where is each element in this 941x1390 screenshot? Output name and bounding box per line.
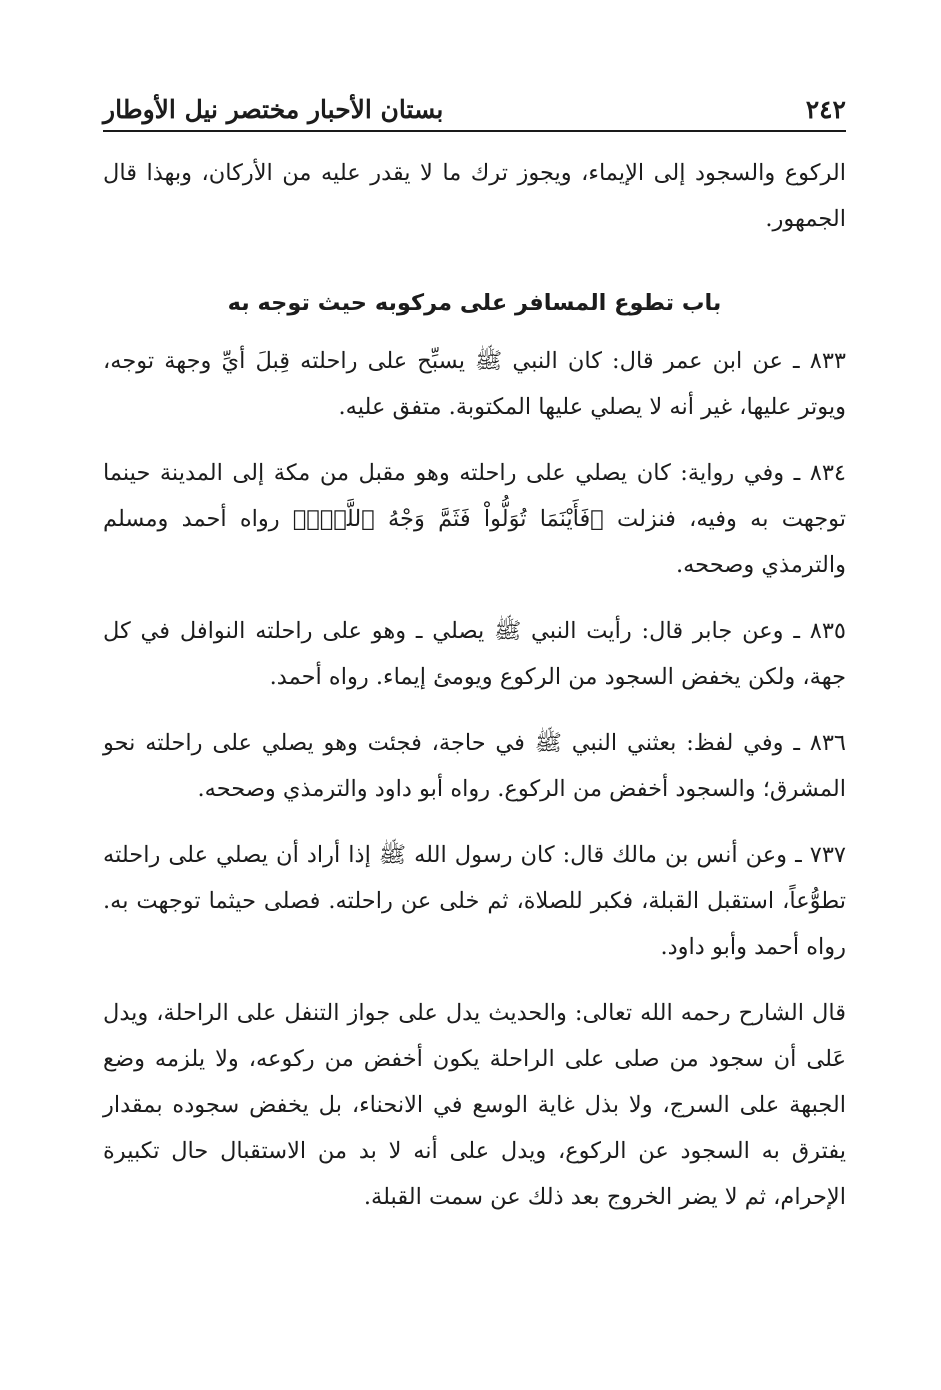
hadith-834 [103,450,846,588]
intro-paragraph: الركوع والسجود إلى الإيماء، ويجوز ترك ما لا يقدر عليه من الأركان، وبهذا قال الجمهور. [103,160,846,232]
hadith-833 [103,338,846,430]
hadith-number: ٧٣٧ ـ [795,842,846,868]
hadith-number: ٨٣٣ ـ [793,348,847,374]
hadith-text: وفي لفظ: بعثني النبي ﷺ في حاجة، فجئت وهو يصلي على راحلته نحو المشرق؛ والسجود أخفض من الركوع. رواه أبو داود والترمذي وصححه. [103,730,846,802]
hadith-text: عن ابن عمر قال: كان النبي ﷺ يسبِّح على راحلته قِبلَ أيِّ وجهة توجه، ويوتر عليها، غير أنه لا يصلي عليها المكتوبة. متفق عليه. [103,348,846,420]
hadith-number: ٨٣٤ ـ [793,460,847,486]
hadith-737 [103,832,846,970]
hadith-text: وعن أنس بن مالك قال: كان رسول الله ﷺ إذا أراد أن يصلي على راحلته تطوُّعاً، استقبل القبلة، فكبر للصلاة، ثم خلى عن راحلته. فصلى حيثما توجهت به. رواه أحمد وأبو داود. [103,842,846,960]
section-title: باب تطوع المسافر على مركوبه حيث توجه به [227,290,722,316]
page-content [103,150,846,1240]
hadith-number: ٨٣٦ ـ [793,730,846,756]
page-number: ٢٤٢ [805,95,846,124]
hadith-835 [103,608,846,700]
page-header [103,80,846,132]
hadith-text: وفي رواية: كان يصلي على راحلته وهو مقبل من مكة إلى المدينة حينما توجهت به وفيه، فنزلت ﴿فَأَيْنَمَا تُوَلُّواْ فَثَمَّ وَجْهُ ٱللَّهِۚ﴾ رواه أحمد ومسلم والترمذي وصححه. [103,460,846,578]
hadith-text: وعن جابر قال: رأيت النبي ﷺ يصلي ـ وهو على راحلته النوافل في كل جهة، ولكن يخفض السجود من الركوع ويومئ إيماء. رواه أحمد. [103,618,846,690]
hadith-836 [103,720,846,812]
commentary-paragraph: قال الشارح رحمه الله تعالى: والحديث يدل على جواز التنفل على الراحلة، ويدل عَلى أن سجود من صلى على الراحلة يكون أخفض من ركوعه، ولا يلزمه وضع الجبهة على السرج، ولا بذل غاية الوسع في الانحناء، بل يخفض سجوده بمقدار يفترق به السجود عن الركوع، ويدل على أنه لا بد من الاستقبال حال تكبيرة الإحرام، ثم لا يضر الخروج بعد ذلك عن سمت القبلة. [103,1000,846,1210]
book-title: بستان الأحبار مختصر نيل الأوطار [103,95,444,124]
hadith-number: ٨٣٥ ـ [793,618,846,644]
